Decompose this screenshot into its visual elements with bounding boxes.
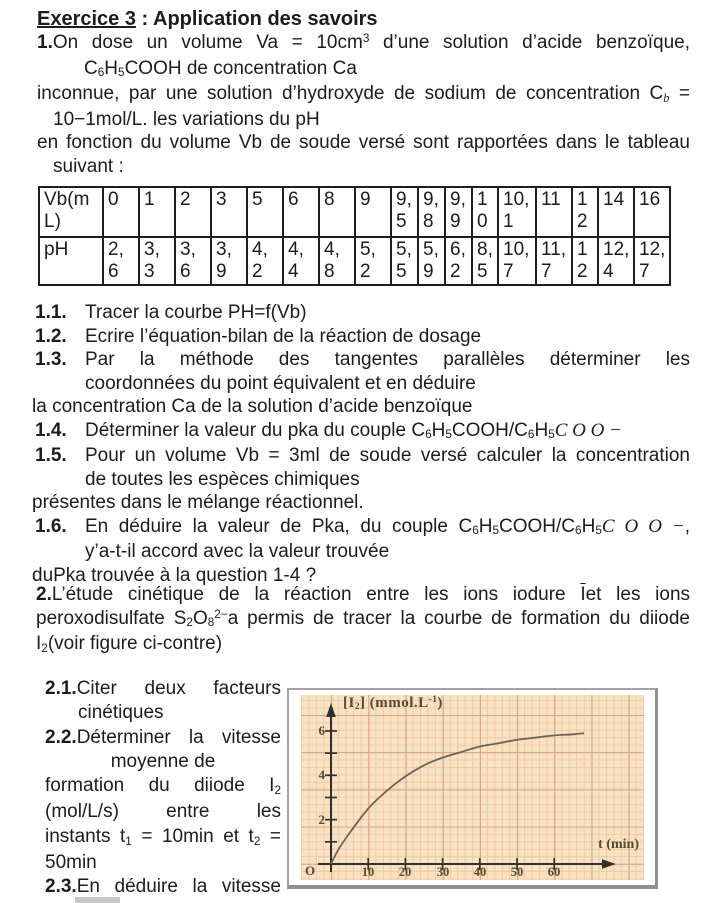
question-text: coordonnées du point équivalent et en déduire [85, 372, 476, 394]
question-1-6 [32, 515, 690, 541]
table-cell: 8, 5 [472, 237, 498, 285]
question-text: Tracer la courbe PH=f(Vb) [85, 302, 307, 323]
question-1-4 [32, 419, 690, 445]
intro-paragraph [37, 31, 690, 178]
paragraph-line: I2(voir figure ci-contre) [36, 633, 223, 655]
table-cell: 9, 8 [418, 187, 445, 237]
question-text: formation du diiode I2 [45, 775, 281, 797]
question-text: moyenne de [110, 750, 216, 772]
table-cell: 3 [211, 187, 247, 237]
table-cell: 10, 1 [498, 187, 536, 237]
table-cell: 10, 7 [498, 237, 536, 285]
question-text: En déduire la valeur de Pka, du couple C6H5COOH/C6H5C O O −, [85, 515, 691, 538]
table-cell: 6 [283, 187, 319, 237]
table-cell: 16 [634, 187, 670, 237]
question-number: 1.3. [35, 349, 67, 370]
page-bottom-artifact [75, 897, 120, 903]
chart-plot-area [301, 695, 644, 880]
question-number: 2.2. [45, 726, 77, 748]
x-tick-label: 10 [361, 865, 375, 879]
y-tick-label: 6 [318, 723, 325, 738]
question-text: de toutes les espèces chimiques [85, 468, 360, 490]
table-cell: 11, 7 [536, 237, 572, 285]
table-cell: 5, 5 [391, 237, 418, 285]
table-cell: 9, 5 [391, 187, 418, 237]
question-1-1 [32, 301, 690, 325]
exercise-title [37, 8, 378, 31]
table-cell: 11 [536, 187, 572, 237]
table-cell: 1 2 [572, 237, 598, 285]
table-cell: 9, 9 [445, 187, 472, 237]
table-cell: 1 0 [472, 187, 498, 237]
question-1-3 [32, 348, 690, 372]
ph-table [38, 186, 671, 286]
section2-paragraph [36, 583, 690, 658]
question-2-2 [45, 726, 281, 750]
intro-line: suivant : [53, 155, 124, 177]
question-text: instants t1 = 10min et t2 = [45, 825, 281, 848]
y-axis-arrow [326, 703, 336, 717]
table-cell: 8 [319, 187, 355, 237]
question-text: la concentration Ca de la solution d’acide benzoïque [32, 396, 473, 417]
y-tick-label: 2 [318, 812, 325, 827]
exercise-subtitle: : Application des savoirs [135, 8, 378, 30]
question-text: 50min [45, 852, 97, 874]
question-text: Déterminer la vitesse [76, 726, 281, 748]
table-cell: 5 [247, 187, 283, 237]
intro-line: 1.On dose un volume $Va = 10cm^3$ d’une solution d’acide benzoïque, [37, 32, 690, 53]
question-text: Citer deux facteurs [76, 678, 281, 699]
paragraph-line: 2.L’étude cinétique de la réaction entre les ions iodure $\overline{I}et$ les ions [36, 584, 691, 605]
question-text: y’a-t-il accord avec la valeur trouvée [85, 541, 390, 562]
x-tick-label: 60 [547, 865, 561, 879]
table-cell: 1 [139, 187, 175, 237]
table-cell: 3, 6 [175, 237, 211, 285]
table-cell: 9 [355, 187, 391, 237]
questions-list [32, 301, 690, 587]
table-cell: 4, 8 [319, 237, 355, 285]
table-cell: 12, 4 [598, 237, 634, 285]
table-cell: 5, 9 [418, 237, 445, 285]
table-cell: 3, 9 [211, 237, 247, 285]
question-text: duPka trouvée à la question 1-4 ? [32, 564, 317, 586]
question-text: Pour un volume Vb = 3ml de soude versé calculer la concentration [85, 445, 690, 466]
question-2-1 [45, 677, 281, 701]
question-number: 2.1. [45, 678, 77, 699]
question-text: cinétiques [78, 702, 164, 724]
question-number: 1.2. [35, 325, 67, 347]
table-cell: 4, 2 [247, 237, 283, 285]
x-tick-label: 30 [436, 865, 450, 879]
question-text: (mol/L/s) entre les [45, 801, 281, 823]
table-header-cell: pH [39, 237, 103, 285]
table-row-ph [39, 237, 670, 285]
table-cell: 14 [598, 187, 634, 237]
table-cell: 0 [103, 187, 139, 237]
table-cell: 5, 2 [355, 237, 391, 285]
question-number: 1.6. [35, 515, 67, 537]
x-axis-label: t (min) [598, 837, 639, 852]
y-axis-label: [I2] $(mmol.L^{-1})$ [343, 695, 443, 713]
question-text: Ecrire l’équation-bilan de la réaction de dosage [85, 325, 482, 347]
x-axis-arrow [602, 859, 616, 869]
x-tick-label: 40 [473, 865, 487, 879]
kinetics-figure [287, 688, 658, 889]
question-number: 1.1. [35, 302, 67, 323]
table-cell: 6, 2 [445, 237, 472, 285]
question-number: 1.4. [35, 419, 67, 441]
question-text: Par la méthode des tangentes parallèles déterminer les [85, 349, 690, 370]
table-cell: 2 [175, 187, 211, 237]
y-tick-label: 4 [318, 767, 325, 782]
left-column-questions [45, 677, 281, 900]
table-header-cell: Vb(m L) [39, 187, 103, 237]
table-cell: 1 2 [572, 187, 598, 237]
table-cell: 12, 7 [634, 237, 670, 285]
question-1-2 [32, 325, 690, 349]
x-tick-label: 20 [398, 865, 412, 879]
exercise-number: Exercice 3 [37, 8, 136, 30]
table-cell: 4, 4 [283, 237, 319, 285]
intro-line: 10−1mol/L. les variations du pH [53, 108, 320, 130]
paragraph-line: peroxodisulfate $S2O8^{2-}a$ permis de tracer la courbe de formation du diiode [36, 607, 690, 630]
intro-line: en fonction du volume Vb de soude versé sont rapportées dans le tableau [37, 132, 690, 153]
table-cell: 3, 3 [139, 237, 175, 285]
question-text: En déduire la vitesse [76, 876, 281, 898]
x-tick-label: 50 [510, 865, 524, 879]
question-number: 2.3. [45, 876, 77, 898]
origin-label: O [305, 863, 316, 878]
question-1-5 [32, 444, 690, 468]
intro-line: C6H5COOH de concentration Ca [84, 57, 357, 80]
question-text: présentes dans le mélange réactionnel. [32, 492, 364, 513]
question-number: 1.5. [35, 445, 67, 466]
question-text: Déterminer la valeur du pka du couple C6H5COOH/C6H5C O O − [85, 419, 622, 442]
table-row-vb [39, 187, 670, 237]
intro-line: inconnue, par une solution d’hydroxyde de sodium de concentration Cb = [37, 83, 691, 105]
table-cell: 2, 6 [103, 237, 139, 285]
